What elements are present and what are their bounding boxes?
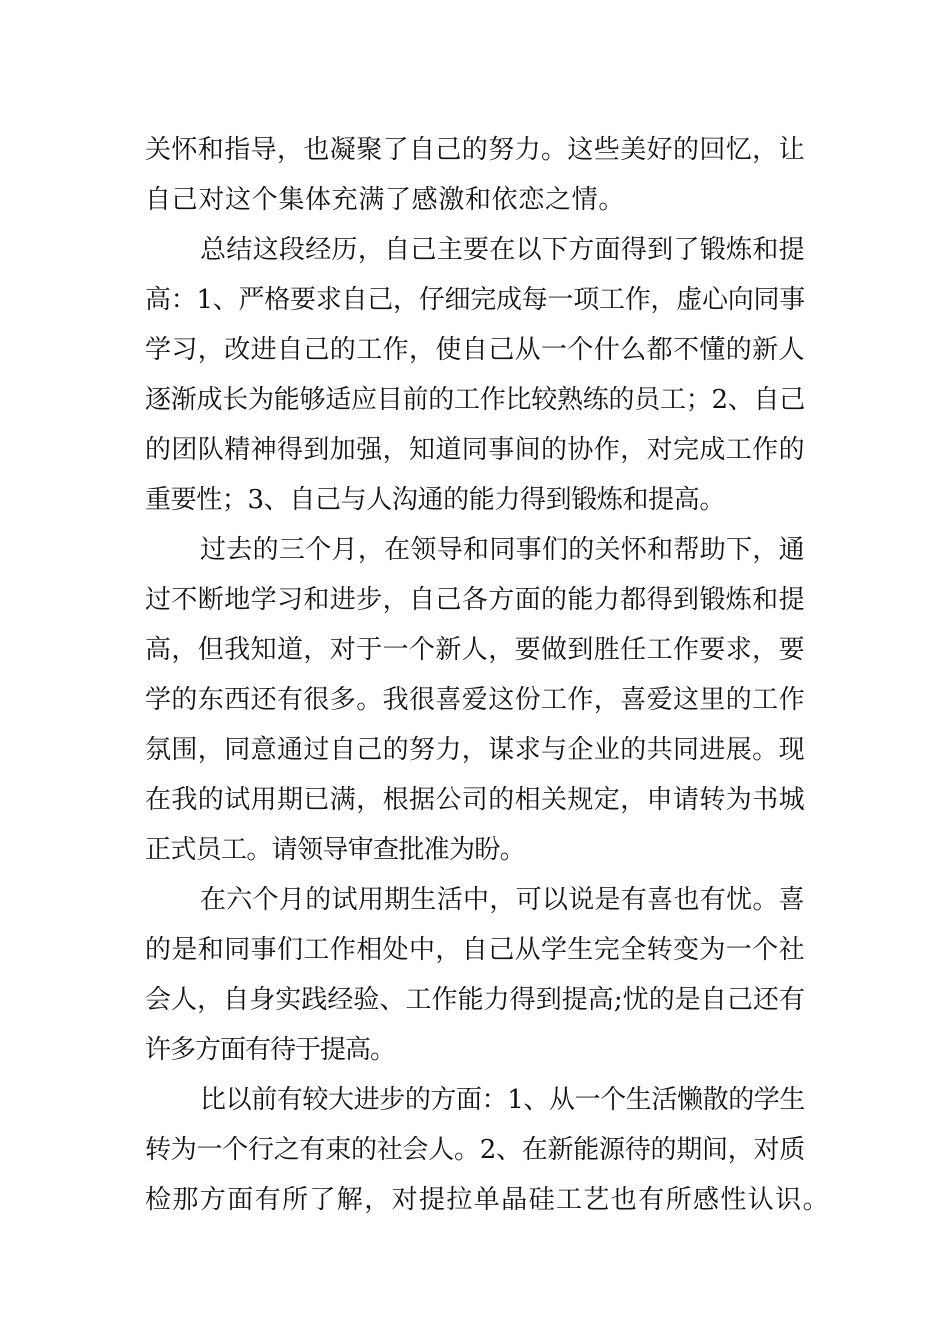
paragraph-first-line: 过去的三个月，在领导和同事们的关怀和帮助下，通 <box>200 535 805 565</box>
text-line: 重要性；3、自己与人沟通的能力得到锻炼和提高。 <box>145 485 725 515</box>
text-line: 许多方面有待于提高。 <box>145 1035 395 1065</box>
text-line: 的团队精神得到加强，知道同事间的协作，对完成工作的 <box>145 435 805 465</box>
text-line: 高，但我知道，对于一个新人，要做到胜任工作要求，要 <box>145 635 805 665</box>
text-line: 转为一个行之有束的社会人。2、在新能源待的期间，对质 <box>145 1135 805 1165</box>
text-line: 氛围，同意通过自己的努力，谋求与企业的共同进展。现 <box>145 735 805 765</box>
text-line: 高：1、严格要求自己，仔细完成每一项工作，虚心向同事 <box>145 285 805 315</box>
text-line: 的是和同事们工作相处中，自己从学生完全转变为一个社 <box>145 935 805 965</box>
text-line: 学习，改进自己的工作，使自己从一个什么都不懂的新人 <box>145 335 805 365</box>
text-line: 逐渐成长为能够适应目前的工作比较熟练的员工；2、自己 <box>145 385 805 415</box>
text-line: 关怀和指导，也凝聚了自己的努力。这些美好的回忆，让 <box>145 135 805 165</box>
text-line: 学的东西还有很多。我很喜爱这份工作，喜爱这里的工作 <box>145 685 805 715</box>
text-line: 在我的试用期已满，根据公司的相关规定，申请转为书城 <box>145 785 805 815</box>
paragraph-first-line: 比以前有较大进步的方面：1、从一个生活懒散的学生 <box>200 1085 805 1115</box>
paragraph-first-line: 在六个月的试用期生活中，可以说是有喜也有忧。喜 <box>200 885 805 915</box>
text-line: 检那方面有所了解，对提拉单晶硅工艺也有所感性认识。 <box>145 1185 830 1215</box>
text-line: 会人，自身实践经验、工作能力得到提高;忧的是自己还有 <box>145 985 805 1015</box>
paragraph-first-line: 总结这段经历，自己主要在以下方面得到了锻炼和提 <box>200 235 805 265</box>
text-line: 自己对这个集体充满了感激和依恋之情。 <box>145 185 625 215</box>
text-line: 过不断地学习和进步，自己各方面的能力都得到锻炼和提 <box>145 585 805 615</box>
text-line: 正式员工。请领导审查批准为盼。 <box>145 835 525 865</box>
